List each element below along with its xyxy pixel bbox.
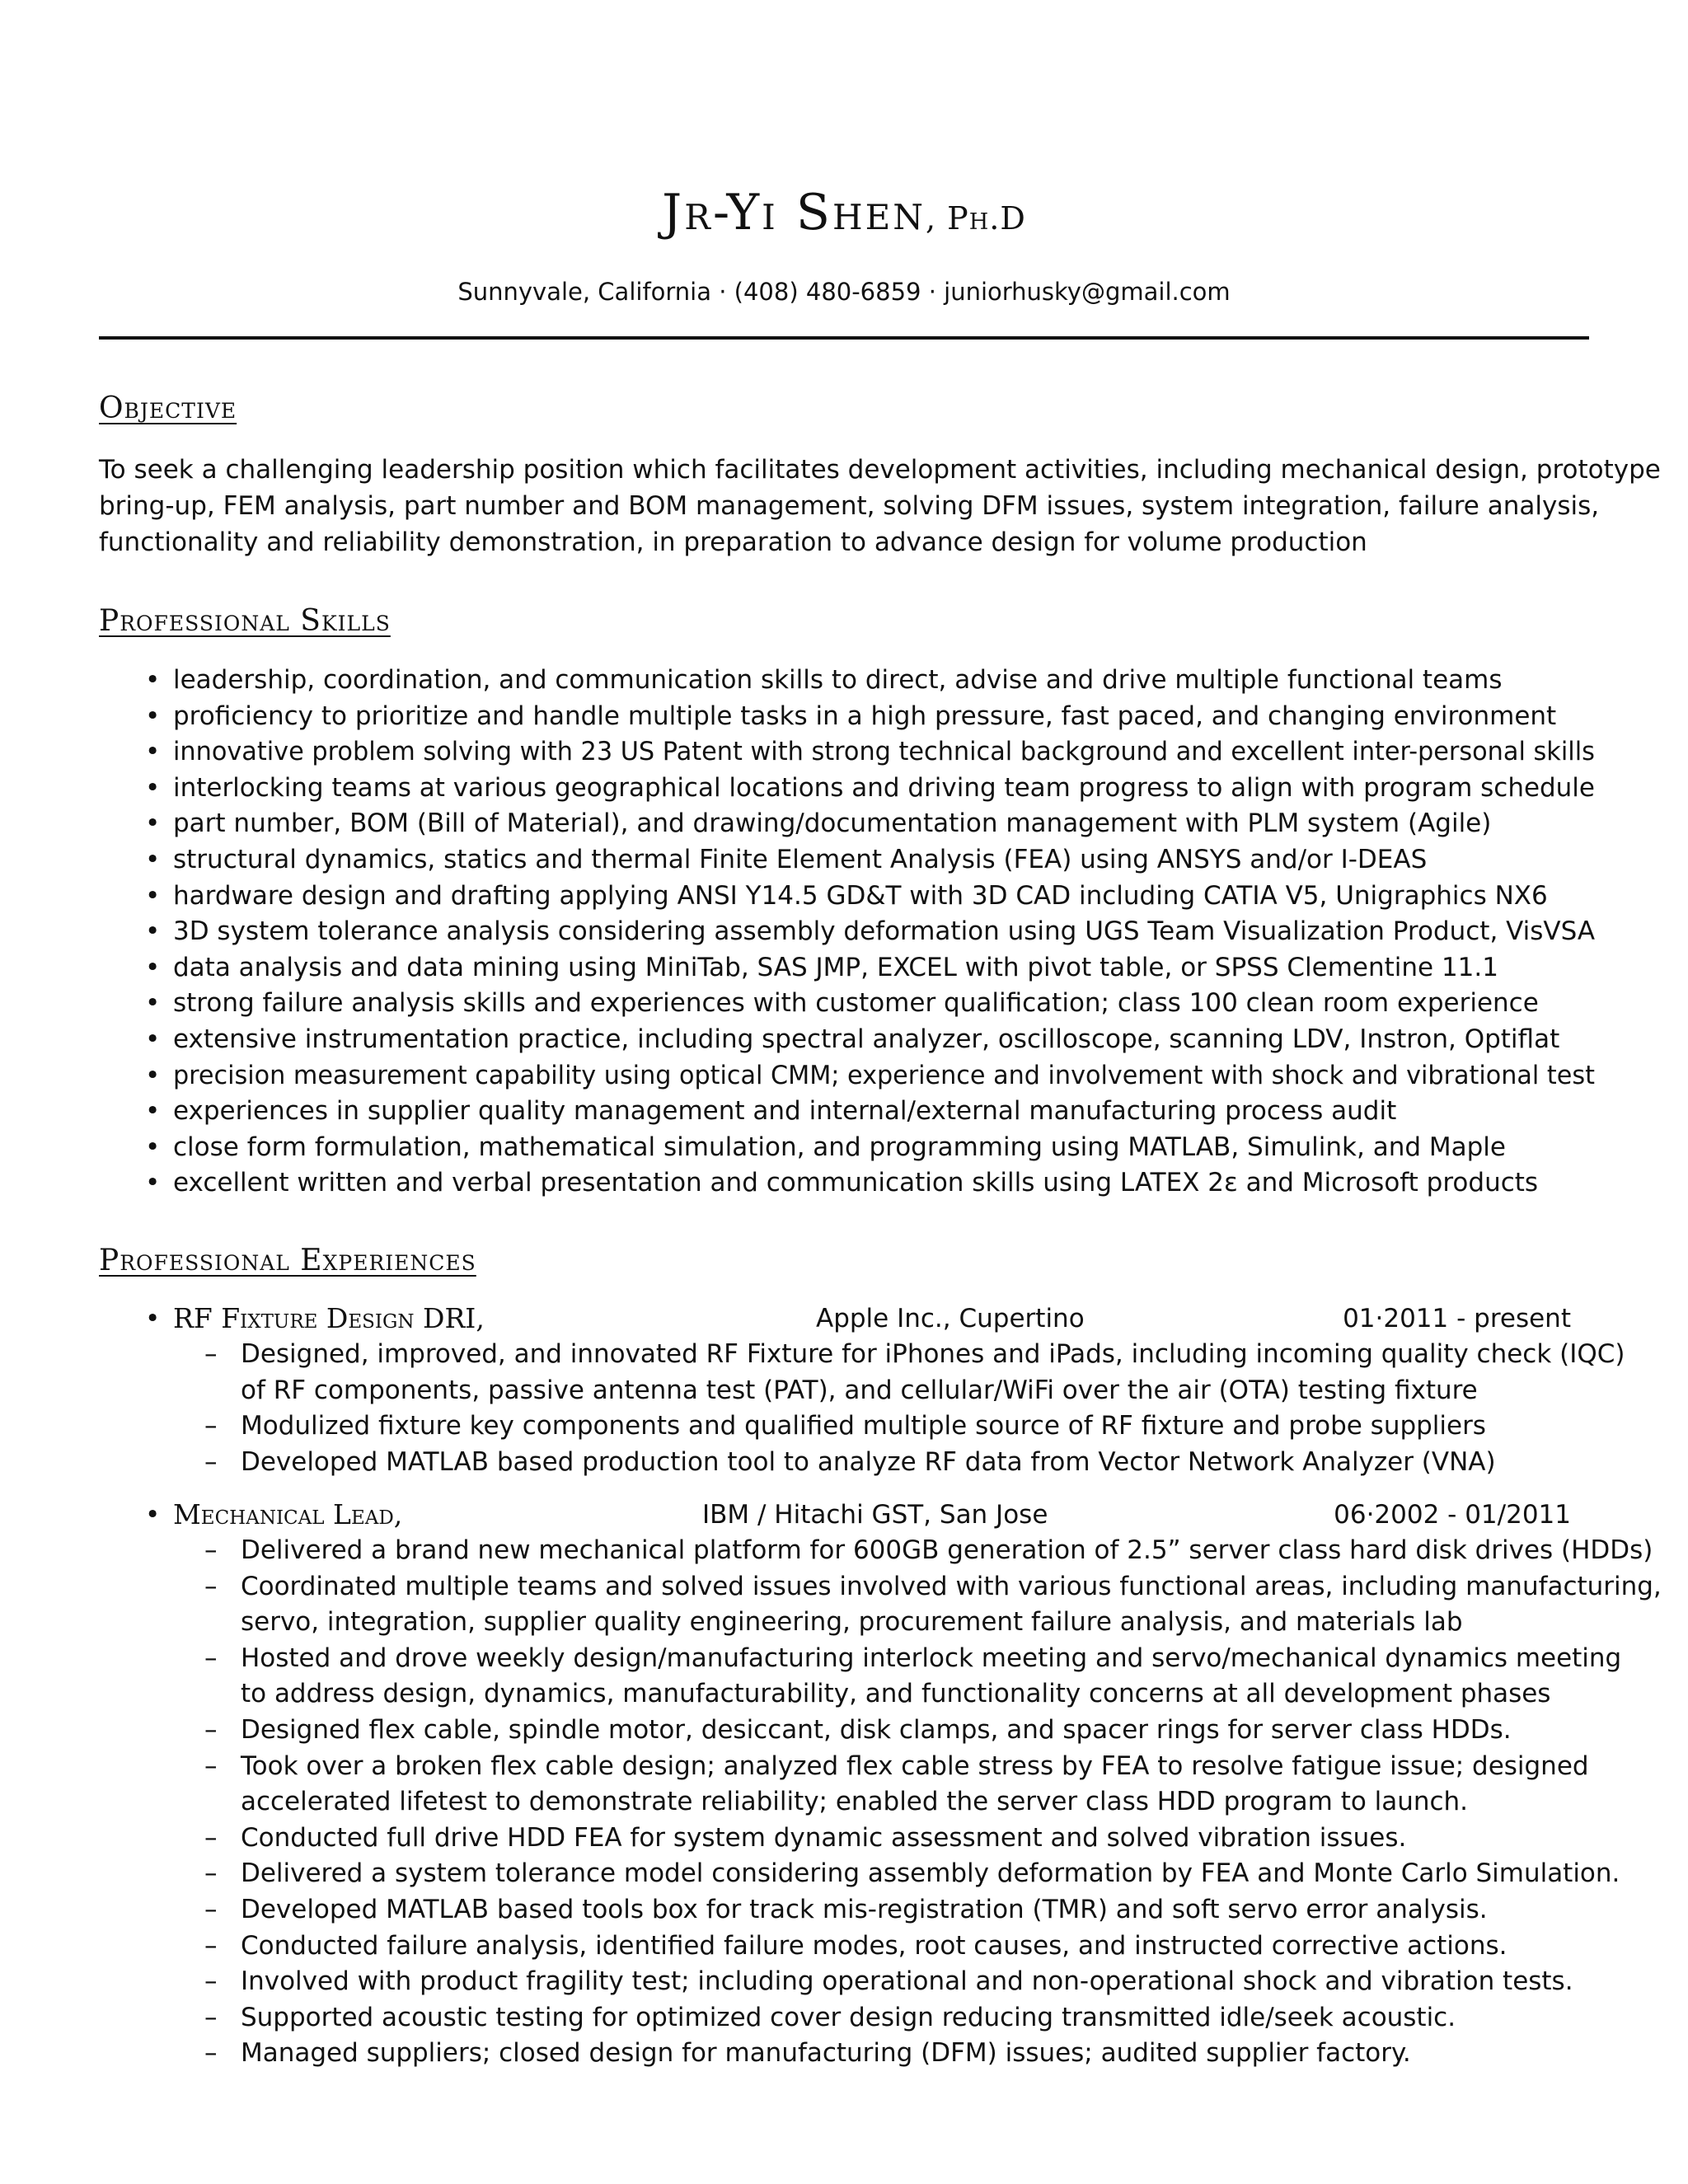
job-dates: 01·2011 - present bbox=[1343, 1304, 1571, 1333]
skill-item: • hardware design and drafting applying ANSI Y14.5 GD&T with 3D CAD including CATIA V5, Unigraphics NX6 bbox=[145, 879, 1632, 915]
objective-line: bring-up, FEM analysis, part number and BOM management, solving DFM issues, system integration, failure analysis, bbox=[99, 491, 1600, 521]
dash-icon: – bbox=[204, 1714, 218, 1745]
skill-item: • proficiency to prioritize and handle multiple tasks in a high pressure, fast paced, and changing environment bbox=[145, 699, 1632, 735]
job-task-list bbox=[145, 1533, 1662, 2072]
job-company: IBM / Hitachi GST, San Jose bbox=[702, 1500, 1048, 1530]
dash-icon: – bbox=[204, 1571, 218, 1601]
job-header bbox=[145, 1497, 1596, 1533]
job-task: – Coordinated multiple teams and solved issues involved with various functional areas, including manufacturing,servo, integration, supplier quality engineering, procurement failure analysis, and materials lab bbox=[145, 1569, 1596, 1641]
job-title: Mechanical Lead, bbox=[173, 1498, 403, 1530]
objective-line: functionality and reliability demonstration, in preparation to advance design for volume production bbox=[99, 527, 1367, 557]
job-task: – Supported acoustic testing for optimized cover design reducing transmitted idle/seek acoustic. bbox=[145, 2000, 1596, 2036]
name-last-initial: S bbox=[795, 184, 832, 241]
job-task: – Developed MATLAB based production tool to analyze RF data from Vector Network Analyzer (VNA) bbox=[145, 1445, 1596, 1481]
dash-icon: – bbox=[204, 1446, 218, 1477]
bullet-icon: • bbox=[145, 844, 161, 874]
job-task: – Hosted and drove weekly design/manufacturing interlock meeting and servo/mechanical dynamics meetingto address design, dynamics, manufacturability, and functionality concerns at all development phases bbox=[145, 1641, 1596, 1713]
objective-paragraph bbox=[99, 452, 1661, 560]
job-task: – Designed, improved, and innovated RF Fixture for iPhones and iPads, including incoming quality check (IQC)of RF components, passive antenna test (PAT), and cellular/WiFi over the air (OTA) testing fixture bbox=[145, 1337, 1596, 1408]
job-company: Apple Inc., Cupertino bbox=[816, 1304, 1085, 1333]
skills-heading: Professional Skills bbox=[99, 604, 391, 638]
job-task: – Developed MATLAB based tools box for track mis-registration (TMR) and soft servo error analysis. bbox=[145, 1892, 1596, 1929]
skill-item: • structural dynamics, statics and thermal Finite Element Analysis (FEA) using ANSYS and/or I-DEAS bbox=[145, 842, 1632, 879]
dash-icon: – bbox=[204, 2002, 218, 2032]
skill-item: • experiences in supplier quality management and internal/external manufacturing process audit bbox=[145, 1094, 1632, 1130]
dash-icon: – bbox=[204, 2038, 218, 2069]
skill-item: • 3D system tolerance analysis considering assembly deformation using UGS Team Visualization Product, VisVSA bbox=[145, 914, 1632, 950]
job-entry bbox=[145, 1301, 1625, 1480]
bullet-icon: • bbox=[145, 880, 161, 911]
contact-line: Sunnyvale, California · (408) 480-6859 · juniorhusky@gmail.com bbox=[457, 278, 1231, 306]
skills-list bbox=[145, 663, 1632, 1202]
bullet-icon: • bbox=[145, 988, 161, 1019]
skill-item: • leadership, coordination, and communication skills to direct, advise and drive multiple functional teams bbox=[145, 663, 1632, 699]
resume-name bbox=[0, 184, 1688, 241]
dash-icon: – bbox=[204, 1535, 218, 1565]
job-task-list bbox=[145, 1337, 1625, 1480]
job-task: – Modulized fixture key components and qualified multiple source of RF fixture and probe suppliers bbox=[145, 1408, 1596, 1445]
skill-item: • part number, BOM (Bill of Material), and drawing/documentation management with PLM system (Agile) bbox=[145, 806, 1632, 842]
bullet-icon: • bbox=[145, 772, 161, 803]
bullet-icon: • bbox=[145, 916, 161, 947]
dash-icon: – bbox=[204, 1966, 218, 1997]
bullet-icon: • bbox=[145, 1132, 161, 1162]
bullet-icon: • bbox=[145, 1500, 161, 1530]
dash-icon: – bbox=[204, 1643, 218, 1673]
objective-line: To seek a challenging leadership position which facilitates development activities, including mechanical design, prototype bbox=[99, 455, 1661, 485]
name-last-rest: hen bbox=[832, 184, 926, 241]
experience-heading: Professional Experiences bbox=[99, 1244, 476, 1277]
skill-item: • interlocking teams at various geographical locations and driving team progress to align with program schedule bbox=[145, 771, 1632, 807]
bullet-icon: • bbox=[145, 1060, 161, 1090]
skill-item: • extensive instrumentation practice, including spectral analyzer, oscilloscope, scanning LDV, Instron, Optiflat bbox=[145, 1022, 1632, 1058]
bullet-icon: • bbox=[145, 1304, 161, 1333]
dash-icon: – bbox=[204, 1339, 218, 1369]
skill-item: • excellent written and verbal presentation and communication skills using LATEX 2ε and Microsoft products bbox=[145, 1165, 1632, 1202]
objective-heading: Objective bbox=[99, 391, 237, 425]
dash-icon: – bbox=[204, 1894, 218, 1924]
skill-item: • innovative problem solving with 23 US Patent with strong technical background and excellent inter-personal skills bbox=[145, 734, 1632, 771]
job-header bbox=[145, 1301, 1596, 1337]
skill-item: • data analysis and data mining using MiniTab, SAS JMP, EXCEL with pivot table, or SPSS Clementine 11.1 bbox=[145, 950, 1632, 987]
job-task: – Delivered a system tolerance model considering assembly deformation by FEA and Monte Carlo Simulation. bbox=[145, 1856, 1596, 1892]
name-first-initial: J bbox=[662, 184, 685, 241]
job-task: – Designed flex cable, spindle motor, desiccant, disk clamps, and spacer rings for server class HDDs. bbox=[145, 1713, 1596, 1749]
dash-icon: – bbox=[204, 1411, 218, 1441]
bullet-icon: • bbox=[145, 808, 161, 839]
skill-item: • precision measurement capability using optical CMM; experience and involvement with shock and vibrational test bbox=[145, 1058, 1632, 1094]
job-title: RF Fixture Design DRI, bbox=[173, 1302, 485, 1334]
bullet-icon: • bbox=[145, 737, 161, 767]
header-divider bbox=[99, 336, 1589, 340]
dash-icon: – bbox=[204, 1930, 218, 1961]
job-task: – Took over a broken flex cable design; analyzed flex cable stress by FEA to resolve fatigue issue; designedaccelerated lifetest to demonstrate reliability; enabled the server class HDD program to launch. bbox=[145, 1749, 1596, 1821]
job-task: – Conducted full drive HDD FEA for system dynamic assessment and solved vibration issues. bbox=[145, 1821, 1596, 1857]
skill-item: • close form formulation, mathematical simulation, and programming using MATLAB, Simulink, and Maple bbox=[145, 1130, 1632, 1166]
job-entry bbox=[145, 1497, 1662, 2072]
bullet-icon: • bbox=[145, 1024, 161, 1054]
bullet-icon: • bbox=[145, 701, 161, 731]
skill-item: • strong failure analysis skills and experiences with customer qualification; class 100 clean room experience bbox=[145, 986, 1632, 1022]
job-dates: 06·2002 - 01/2011 bbox=[1334, 1500, 1571, 1530]
bullet-icon: • bbox=[145, 1096, 161, 1127]
name-suffix: , Ph.D bbox=[925, 200, 1026, 237]
job-task: – Delivered a brand new mechanical platform for 600GB generation of 2.5” server class hard disk drives (HDDs) bbox=[145, 1533, 1596, 1569]
name-first-rest: r-Yi bbox=[684, 184, 778, 241]
job-task: – Managed suppliers; closed design for manufacturing (DFM) issues; audited supplier factory. bbox=[145, 2036, 1596, 2072]
bullet-icon: • bbox=[145, 1168, 161, 1198]
job-task: – Conducted failure analysis, identified failure modes, root causes, and instructed corrective actions. bbox=[145, 1929, 1596, 1965]
bullet-icon: • bbox=[145, 952, 161, 982]
dash-icon: – bbox=[204, 1750, 218, 1781]
dash-icon: – bbox=[204, 1858, 218, 1889]
bullet-icon: • bbox=[145, 665, 161, 695]
dash-icon: – bbox=[204, 1822, 218, 1853]
job-task: – Involved with product fragility test; including operational and non-operational shock and vibration tests. bbox=[145, 1964, 1596, 2000]
